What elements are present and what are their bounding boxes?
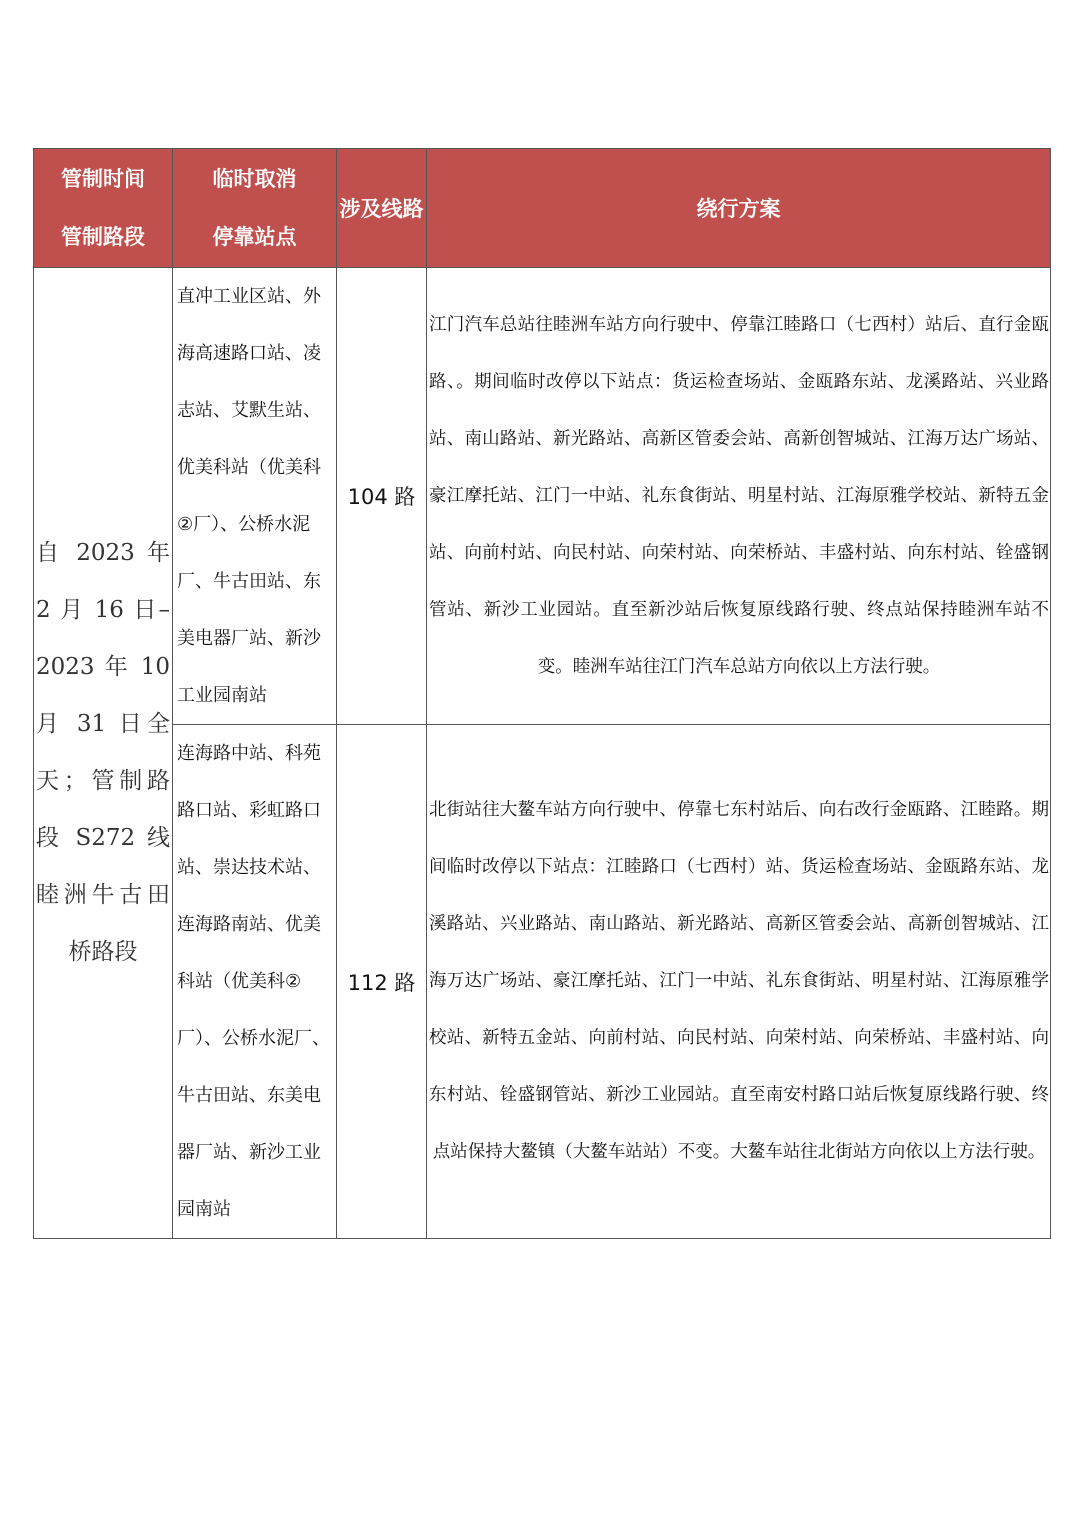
traffic-control-table-wrapper [33,148,1051,1239]
header-routes: 涉及线路 [337,149,427,268]
header-control-time-line2: 管制路段 [61,225,145,249]
route-cell: 104 路 [337,268,427,725]
detour-plan-cell: 北街站往大鳌车站方向行驶中、停靠七东村站后、向右改行金瓯路、江睦路。期间临时改停以下站点：江睦路口（七西村）站、货运检查场站、金瓯路东站、龙溪路站、兴业路站、南山路站、新光路站、高新区管委会站、高新创智城站、江海万达广场站、豪江摩托站、江门一中站、礼东食街站、明星村站、江海原雅学校站、新特五金站、向前村站、向民村站、向荣村站、向荣桥站、丰盛村站、向东村站、铨盛钢管站、新沙工业园站。直至南安村路口站后恢复原线路行驶、终点站保持大鳌镇（大鳌车站站）不变。大鳌车站往北街站方向依以上方法行驶。 [427,725,1051,1239]
traffic-control-table [33,148,1051,1239]
route-cell: 112 路 [337,725,427,1239]
header-cancelled-stops [173,149,337,268]
header-detour-plan: 绕行方案 [427,149,1051,268]
control-time-section-cell: 自 2023 年 2 月 16 日–2023 年 10 月 31 日全天；管制路段 S272 线睦洲牛古田桥路段 [34,268,173,1239]
header-cancelled-stops-line2: 停靠站点 [212,225,297,249]
table-row [34,725,1051,1239]
header-control-time [34,149,173,268]
header-row [34,149,1051,268]
cancelled-stops-cell: 直冲工业区站、外海高速路口站、凌志站、艾默生站、优美科站（优美科②厂）、公桥水泥厂、牛古田站、东美电器厂站、新沙工业园南站 [173,268,337,725]
cancelled-stops-cell: 连海路中站、科苑路口站、彩虹路口站、崇达技术站、连海路南站、优美科站（优美科②厂）、公桥水泥厂、牛古田站、东美电器厂站、新沙工业园南站 [173,725,337,1239]
detour-plan-cell: 江门汽车总站往睦洲车站方向行驶中、停靠江睦路口（七西村）站后、直行金瓯路、。期间临时改停以下站点：货运检查场站、金瓯路东站、龙溪路站、兴业路站、南山路站、新光路站、高新区管委会站、高新创智城站、江海万达广场站、豪江摩托站、江门一中站、礼东食街站、明星村站、江海原雅学校站、新特五金站、向前村站、向民村站、向荣村站、向荣桥站、丰盛村站、向东村站、铨盛钢管站、新沙工业园站。直至新沙站后恢复原线路行驶、终点站保持睦洲车站不变。睦洲车站往江门汽车总站方向依以上方法行驶。 [427,268,1051,725]
header-cancelled-stops-line1: 临时取消 [212,167,297,191]
table-row [34,268,1051,725]
header-control-time-line1: 管制时间 [61,167,145,191]
